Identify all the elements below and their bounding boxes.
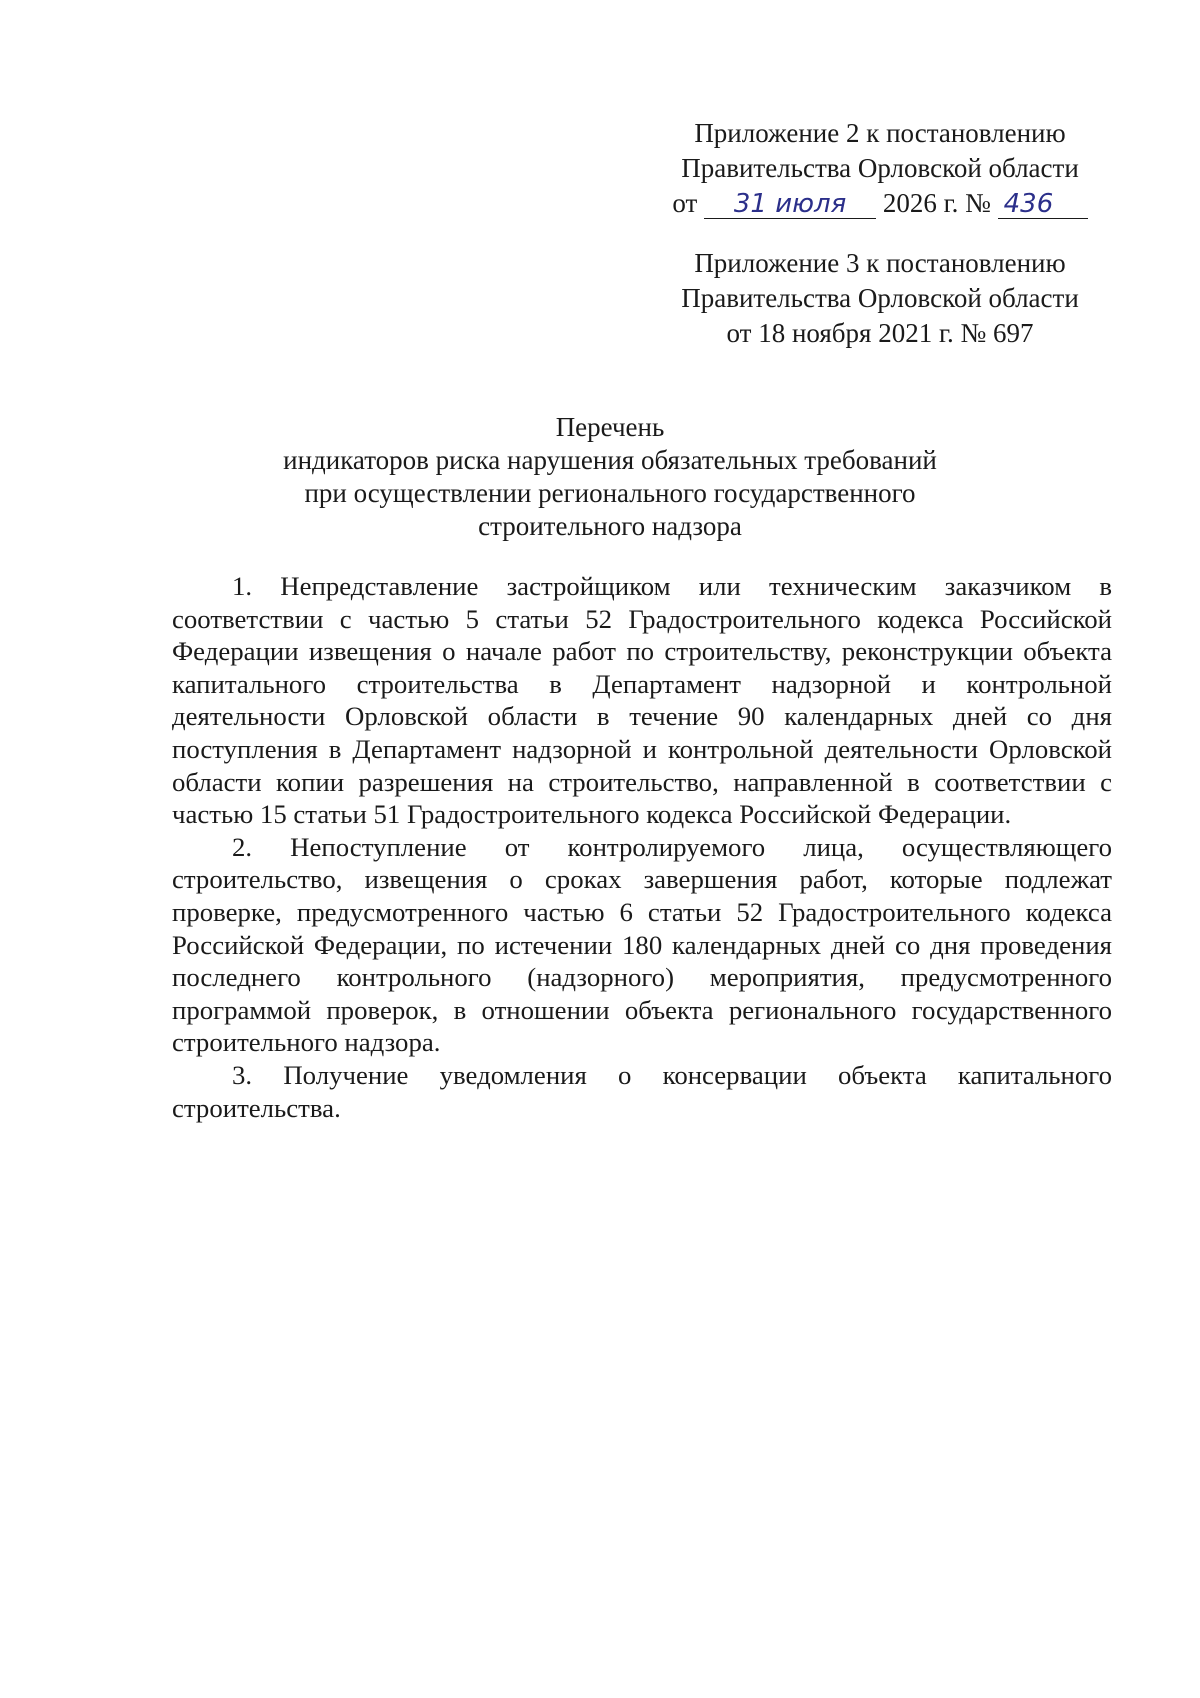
list-item-3: 3. Получение уведомления о консервации объекта капитального строительства. (172, 1059, 1112, 1123)
title-line2: индикаторов риска нарушения обязательных требований (283, 445, 937, 475)
handwritten-number: 436 (998, 190, 1088, 219)
appendix-2-from-label: от (672, 188, 698, 218)
list-item-2: 2. Непоступление от контролируемого лица, осуществляющего строительство, извещения о сроках завершения работ, которые подлежат проверке, предусмотренного частью 6 статьи 52 Градостроительного кодекса Российской Федерации, по истечении 180 календарных дней со дня проведения последнего контрольного (надзорного) мероприятия, предусмотренного программой проверок, в отношении объекта регионального государственного строительного надзора. (172, 831, 1112, 1058)
appendix-3-header (655, 246, 1105, 351)
appendix-3-line2: Правительства Орловской области (681, 283, 1079, 313)
title-line1: Перечень (555, 412, 665, 442)
appendix-3-line3: от 18 ноября 2021 г. № 697 (726, 318, 1034, 348)
title-line4: строительного надзора (478, 511, 742, 541)
document-title (250, 411, 970, 543)
list-item-1: 1. Непредставление застройщиком или техническим заказчиком в соответствии с частью 5 статьи 52 Градостроительного кодекса Российской Федерации извещения о начале работ по строительству, реконструкции объекта капитального строительства в Департамент надзорной и контрольной деятельности Орловской области в течение 90 календарных дней со дня поступления в Департамент надзорной и контрольной деятельности Орловской области копии разрешения на строительство, направленной в соответствии с частью 15 статьи 51 Градостроительного кодекса Российской Федерации. (172, 571, 1112, 830)
appendix-2-line2: Правительства Орловской области (681, 153, 1079, 183)
document-body (172, 570, 1112, 1124)
appendix-2-line1: Приложение 2 к постановлению (694, 118, 1066, 148)
title-line3: при осуществлении регионального государственного (304, 478, 916, 508)
appendix-2-year-number-label: 2026 г. № (882, 188, 991, 218)
appendix-2-line3 (655, 186, 1105, 221)
appendix-3-line1: Приложение 3 к постановлению (694, 248, 1066, 278)
appendix-2-header (655, 116, 1105, 221)
handwritten-date: 31 июля (704, 190, 876, 219)
